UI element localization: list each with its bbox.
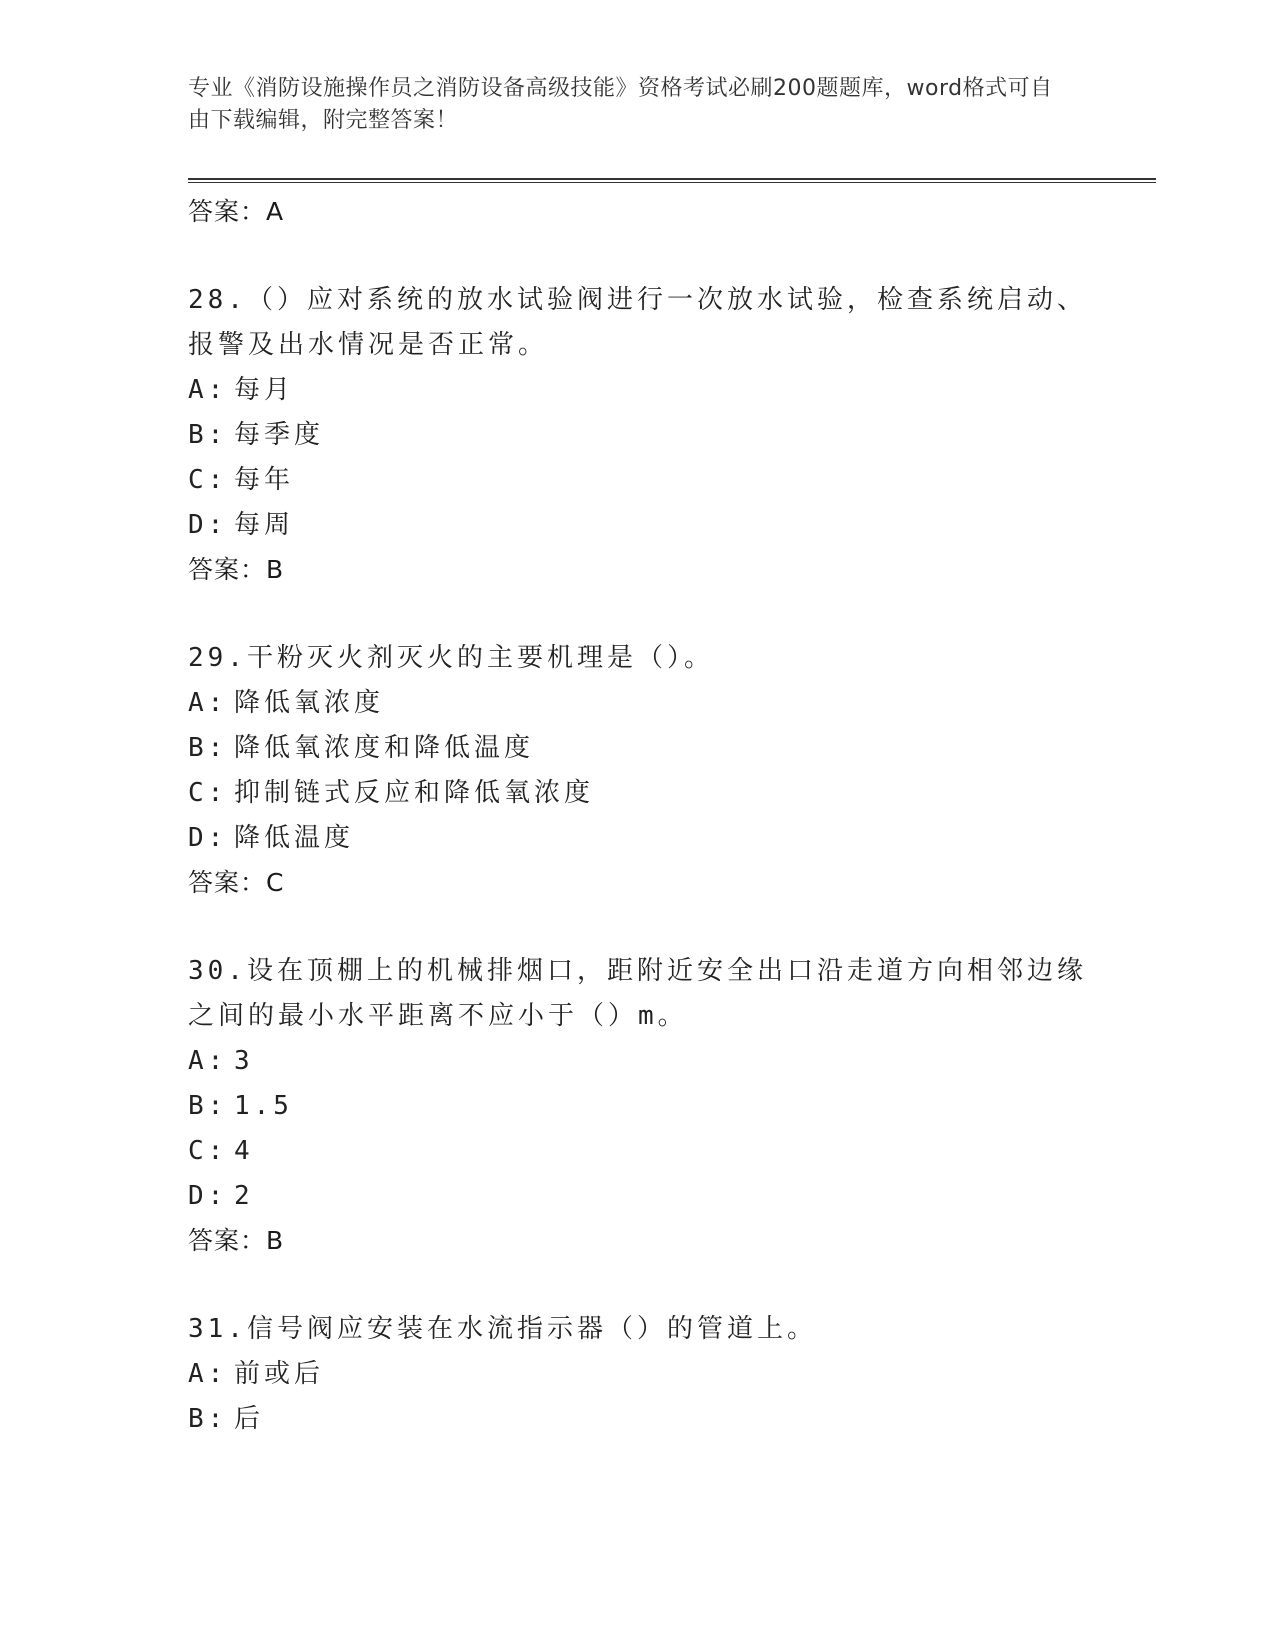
option-key: A: (188, 1046, 228, 1076)
option-key: C: (188, 778, 228, 808)
question-28 (188, 278, 1088, 594)
option-a[interactable] (188, 1039, 1088, 1084)
option-text: 后 (234, 1404, 265, 1434)
question-text: 31.信号阀应安装在水流指示器（）的管道上。 (188, 1314, 817, 1344)
header-divider (188, 178, 1156, 183)
question-text: 29.干粉灭火剂灭火的主要机理是（）。 (188, 643, 714, 673)
option-key: D: (188, 1181, 228, 1211)
option-text: 3 (234, 1046, 254, 1076)
option-key: B: (188, 1091, 228, 1121)
option-text: 每周 (234, 510, 295, 540)
option-key: A: (188, 375, 228, 405)
option-key: A: (188, 1359, 228, 1389)
option-text: 降低温度 (234, 823, 355, 853)
option-a[interactable] (188, 681, 1088, 726)
option-d[interactable] (188, 816, 1088, 861)
question-30 (188, 949, 1088, 1265)
option-a[interactable] (188, 368, 1088, 413)
option-key: C: (188, 1136, 228, 1166)
option-key: B: (188, 733, 228, 763)
option-text: 抑制链式反应和降低氧浓度 (234, 778, 595, 808)
option-a[interactable] (188, 1352, 1088, 1397)
question-31 (188, 1307, 1088, 1442)
option-d[interactable] (188, 503, 1088, 548)
option-b[interactable] (188, 413, 1088, 458)
option-text: 每月 (234, 375, 295, 405)
option-text: 降低氧浓度和降低温度 (234, 733, 535, 763)
option-b[interactable] (188, 726, 1088, 771)
option-text: 降低氧浓度 (234, 688, 385, 718)
option-key: A: (188, 688, 228, 718)
option-b[interactable] (188, 1397, 1088, 1442)
previous-answer: 答案：A (188, 197, 285, 226)
option-text: 2 (234, 1181, 254, 1211)
question-list (188, 190, 1088, 1442)
option-text: 前或后 (234, 1359, 325, 1389)
question-29 (188, 636, 1088, 907)
option-c[interactable] (188, 771, 1088, 816)
option-key: B: (188, 1404, 228, 1434)
spacer (188, 1265, 1088, 1307)
option-text: 每季度 (234, 420, 325, 450)
answer-line: 答案：B (188, 1226, 285, 1255)
option-d[interactable] (188, 1174, 1088, 1219)
option-c[interactable] (188, 1129, 1088, 1174)
option-key: C: (188, 465, 228, 495)
option-b[interactable] (188, 1084, 1088, 1129)
header-text: 专业《消防设施操作员之消防设备高级技能》资格考试必刷200题题库，word格式可自由下载编辑，附完整答案！ (188, 76, 1053, 133)
option-key: D: (188, 510, 228, 540)
option-key: D: (188, 823, 228, 853)
spacer (188, 236, 1088, 278)
document-header (188, 73, 1068, 137)
answer-line: 答案：B (188, 555, 285, 584)
question-text: 28.（）应对系统的放水试验阀进行一次放水试验，检查系统启动、报警及出水情况是否正常。 (188, 285, 1087, 360)
question-text: 30.设在顶棚上的机械排烟口，距附近安全出口沿走道方向相邻边缘之间的最小水平距离不应小于（）m。 (188, 956, 1087, 1031)
spacer (188, 594, 1088, 636)
option-key: B: (188, 420, 228, 450)
option-text: 4 (234, 1136, 254, 1166)
option-text: 每年 (234, 465, 295, 495)
option-c[interactable] (188, 458, 1088, 503)
spacer (188, 907, 1088, 949)
answer-line: 答案：C (188, 868, 285, 897)
option-text: 1.5 (234, 1091, 293, 1121)
